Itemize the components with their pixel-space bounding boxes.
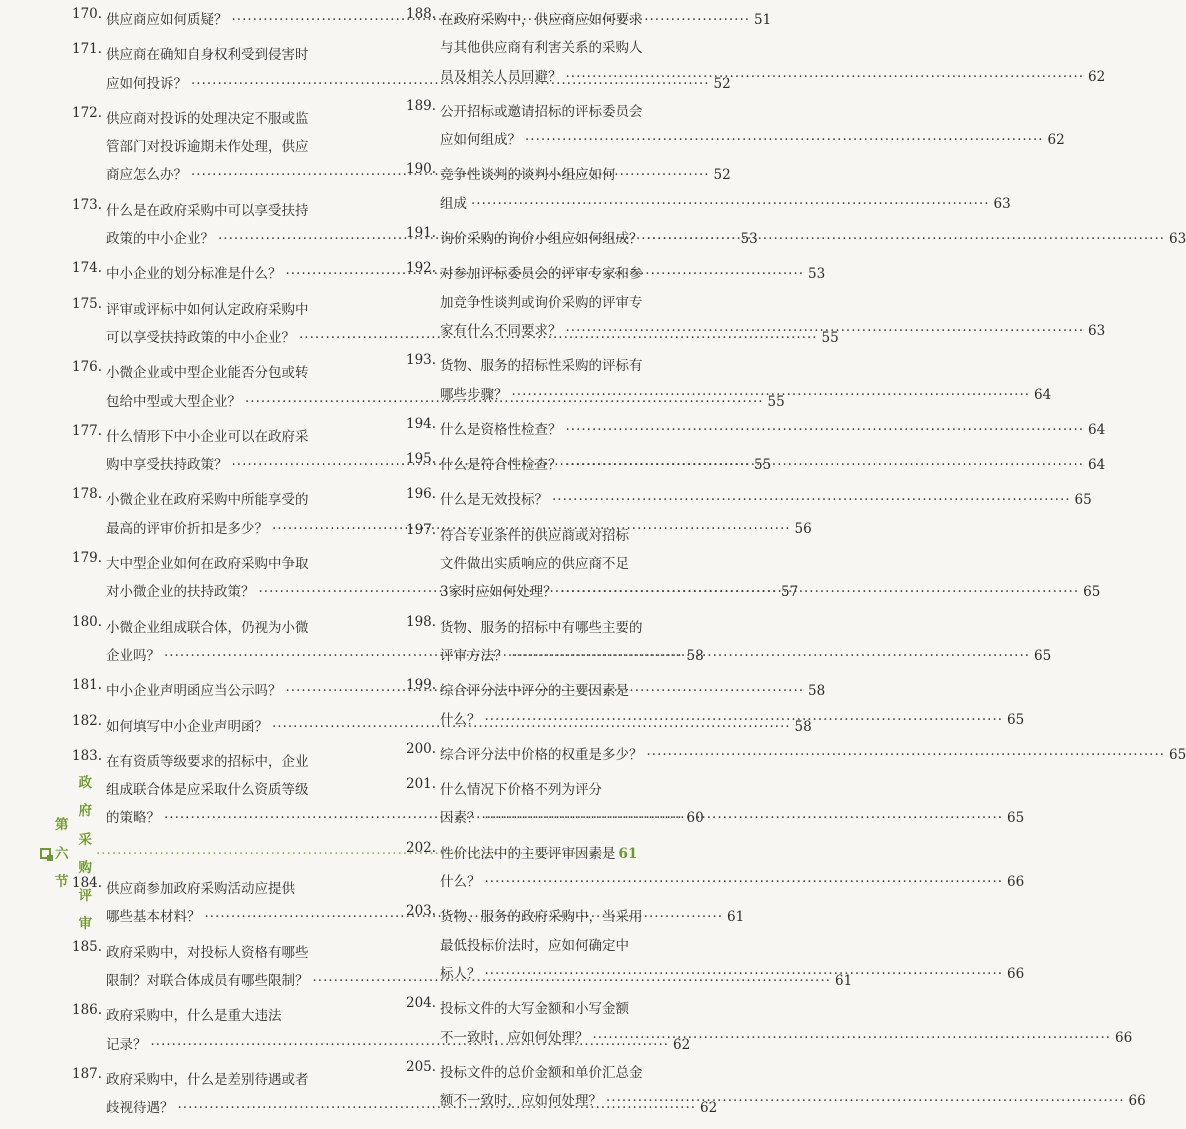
entry-line-text: 小微企业或中型企业能否分包或转 [106,365,309,382]
leader-dots [471,190,990,218]
entry-line-text: 最低投标价法时，应如何确定中 [440,937,629,954]
page-number: 53 [808,266,826,283]
entry-line-text: 组成 [440,195,467,212]
entry-number: 200. [406,740,437,757]
entry-line [440,995,1132,1023]
entry-line-text: 综合评分法中评分的主要因素是 [440,683,629,700]
entry-line [440,381,1051,409]
entry-number: 185. [72,938,103,955]
page-number: 65 [1007,810,1025,827]
entry-line [440,903,1024,931]
page-number: 51 [754,12,772,28]
leader-dots [566,416,1085,444]
leader-dots [593,1024,1112,1052]
entry-line [440,522,1100,550]
leader-dots [566,317,1085,345]
toc-entry [406,839,1025,897]
entry-line-text: 公开招标或邀请招标的评标委员会 [440,103,643,120]
entry-line-text: 购中享受扶持政策？ [106,457,228,474]
entry-line-text: 不一致时，应如何处理？ [440,1029,589,1046]
entry-line [440,932,1024,960]
entry-number: 176. [72,359,103,376]
entry-line-text: 政策的中小企业？ [106,231,214,248]
toc-entry [406,740,1186,769]
entry-text [440,161,1011,218]
entry-line [440,190,1011,218]
entry-line-text: 包给中型或大型企业？ [106,393,241,410]
entry-number: 179. [72,550,103,567]
entry-number: 171. [72,41,103,58]
entry-text [440,840,1024,897]
leader-dots [512,381,1031,409]
entry-line-text: 评审方法？ [440,647,508,664]
toc-entry [406,97,1065,155]
entry-number: 182. [72,712,103,729]
entry-line-text: 管部门对投诉逾期未作处理，供应 [106,139,309,156]
entry-line-text: 因素？ [440,810,481,827]
entry-line-text: 中小企业声明函应当公示吗？ [106,683,282,700]
entry-line-text: 3家时应如何处理？ [440,584,557,601]
entry-number: 197. [406,521,437,538]
entry-number: 195. [406,451,437,468]
entry-line [440,868,1024,896]
entry-number: 202. [406,839,437,856]
entry-line-text: 什么？ [440,874,481,891]
entry-text [440,486,1092,514]
entry-line [440,34,1105,62]
page-number: 58 [794,718,812,735]
entry-line [440,578,1100,606]
entry-text [440,98,1065,155]
entry-line-text: 家有什么不同要求？ [440,322,562,339]
page-number: 63 [993,195,1011,212]
entry-line-text: 供应商在确知自身权利受到侵害时 [106,47,309,64]
entry-line-text: 文件做出实质响应的供应商不足 [440,556,629,573]
page-number: 62 [673,1036,691,1053]
entry-line-text: 货物、服务的招标性采购的评标有 [440,358,643,375]
entry-line-text: 供应商参加政府采购活动应提供 [106,881,295,898]
entry-line [440,677,1024,705]
entry-line-text: 可以享受扶持政策的中小企业？ [106,329,295,346]
leader-dots [566,451,1085,479]
entry-line [440,550,1100,578]
entry-line [440,840,1024,868]
entry-text [440,225,1186,253]
entry-line [440,98,1065,126]
page-number: 65 [1034,647,1052,664]
entry-text [440,677,1024,734]
entry-number: 188. [406,6,437,22]
entry-number: 198. [406,613,437,630]
entry-line [440,161,1011,189]
entry-line-text: 小微企业组成联合体，仍视为小微 [106,619,309,636]
leader-dots [566,63,1085,91]
entry-line-text: 什么是在政府采购中可以享受扶持 [106,202,309,219]
leader-dots [485,706,1004,734]
entry-line [440,451,1105,479]
entry-text [440,416,1105,444]
entry-line-text: 供应商应如何质疑？ [106,12,228,28]
entry-line-text: 什么是资格性检查？ [440,421,562,438]
entry-number: 199. [406,677,437,694]
leader-dots [485,804,1004,832]
entry-line-text: 投标文件的大写金额和小写金额 [440,1001,629,1018]
entry-line [440,6,1105,34]
entry-line-text: 符合专业条件的供应商或对招标 [440,527,629,544]
entry-line-text: 加竞争性谈判或询价采购的评审专 [440,294,643,311]
entry-line [440,289,1105,317]
entry-line [440,706,1024,734]
entry-line-text: 额不一致时，应如何处理？ [440,1093,602,1110]
entry-number: 190. [406,161,437,178]
entry-line-text: 哪些步骤？ [440,386,508,403]
entry-line [440,741,1186,769]
entry-line-text: 如何填写中小企业声明函？ [106,718,268,735]
entry-line-text: 对参加评标委员会的评审专家和参 [440,266,643,283]
entry-line-text: 政府采购中，什么是差别待遇或者 [106,1071,309,1088]
section-title: 政府采购评审 [78,774,92,933]
entry-line [440,416,1105,444]
page-number: 64 [1088,421,1106,438]
entry-number: 172. [72,104,103,121]
leader-dots [647,225,1166,253]
entry-line [440,614,1051,642]
entry-line-text: 应如何投诉？ [106,75,187,92]
entry-line [440,352,1051,380]
page-number: 56 [794,520,812,537]
entry-number: 204. [406,995,437,1012]
entry-number: 173. [72,196,103,213]
page-number: 52 [713,167,731,184]
entry-line [440,317,1105,345]
leader-dots [525,126,1044,154]
entry-line-text: 政府采购中，对投标人资格有哪些 [106,944,309,961]
leader-dots [561,578,1080,606]
entry-number: 192. [406,260,437,277]
entry-line [440,776,1024,804]
entry-number: 183. [72,747,103,764]
entry-line-text: 与其他供应商有利害关系的采购人 [440,40,643,57]
entry-number: 177. [72,422,103,439]
entry-number: 205. [406,1058,437,1075]
section-number: 第六节 [55,817,69,891]
page-number: 66 [1007,874,1025,891]
entry-line-text: 大中型企业如何在政府采购中争取 [106,556,309,573]
page-number: 60 [686,810,704,827]
page-number: 66 [1115,1029,1133,1046]
page-number: 65 [1007,711,1025,728]
entry-text [440,995,1132,1052]
entry-number: 196. [406,486,437,503]
entry-line-text: 什么是符合性检查？ [440,457,562,474]
entry-line-text: 在政府采购中，供应商应如何要求 [440,12,643,28]
toc-entry [406,486,1092,514]
page-number: 57 [781,584,799,601]
entry-line-text: 的策略？ [106,810,160,827]
leader-dots [647,741,1166,769]
page-number: 64 [1088,457,1106,474]
entry-line-text: 商应怎么办？ [106,167,187,184]
page-number: 63 [1169,231,1186,248]
entry-line-text: 员及相关人员回避？ [440,68,562,85]
entry-line-text: 对小微企业的扶持政策？ [106,584,255,601]
page-number: 52 [713,75,731,92]
page-number: 55 [754,457,772,474]
entry-line-text: 在有资质等级要求的招标中，企业 [106,753,309,770]
toc-entry [406,415,1106,444]
entry-line-text: 性价比法中的主要评审因素是 [440,845,616,862]
entry-number: 175. [72,295,103,312]
entry-text [440,614,1051,671]
entry-line-text: 最高的评审价折扣是多少？ [106,520,268,537]
leader-dots [485,960,1004,988]
entry-line [440,126,1065,154]
page-number: 65 [1169,746,1186,763]
page-number: 53 [740,231,758,248]
entry-line-text: 综合评分法中价格的权重是多少？ [440,746,643,763]
entry-text [440,352,1051,409]
entry-text [440,741,1186,769]
page-number: 55 [767,393,785,410]
entry-line-text: 什么情况下价格不列为评分 [440,782,602,799]
entry-number: 189. [406,97,437,114]
entry-number: 180. [72,613,103,630]
entry-line-text: 投标文件的总价金额和单价汇总金 [440,1064,643,1081]
entry-number: 174. [72,260,103,277]
toc-entry [406,995,1133,1052]
entry-line [440,1059,1146,1087]
entry-text [440,776,1024,833]
entry-number: 194. [406,415,437,432]
entry-line-text: 小微企业在政府采购中所能享受的 [106,492,309,509]
page-number: 62 [1088,68,1106,85]
leader-dots [485,868,1004,896]
page-number: 55 [821,329,839,346]
entry-line-text: 应如何组成？ [440,132,521,149]
entry-line [440,642,1051,670]
entry-line-text: 记录？ [106,1036,147,1053]
entry-number: 178. [72,486,103,503]
page-number: 58 [808,683,826,700]
entry-number: 186. [72,1002,103,1019]
entry-text [440,522,1100,607]
entry-line-text: 什么是无效投标？ [440,492,548,509]
entry-number: 191. [406,225,437,242]
entry-line-text: 标人？ [440,965,481,982]
entry-text [440,1059,1146,1116]
entry-text [440,451,1105,479]
leader-dots [512,642,1031,670]
entry-line-text: 什么情形下中小企业可以在政府采 [106,428,309,445]
entry-number: 187. [72,1065,103,1082]
entry-line [440,225,1186,253]
page-number: 65 [1074,492,1092,509]
leader-dots [606,1087,1125,1115]
entry-text [440,903,1024,988]
page-number: 61 [835,972,853,989]
page-number: 62 [700,1100,718,1117]
entry-line [440,486,1092,514]
entry-number: 184. [72,875,103,892]
leader-dots [552,486,1071,514]
entry-line-text: 竞争性谈判的谈判小组应如何 [440,167,616,184]
entry-line-text: 歧视待遇？ [106,1100,174,1117]
entry-line-text: 限制？对联合体成员有哪些限制？ [106,972,309,989]
entry-line [440,63,1105,91]
entry-line-text: 评审或评标中如何认定政府采购中 [106,301,309,318]
entry-number: 170. [72,6,103,22]
entry-line-text: 组成联合体是应采取什么资质等级 [106,782,309,799]
section-marker-icon [40,848,51,859]
entry-text [440,6,1105,91]
entry-line-text: 货物、服务的政府采购中，当采用 [440,909,643,926]
entry-number: 203. [406,903,437,920]
page-number: 61 [618,845,638,862]
entry-line-text: 中小企业的划分标准是什么？ [106,266,282,283]
entry-line-text: 询价采购的询价小组应如何组成？ [440,231,643,248]
page-number: 64 [1034,386,1052,403]
entry-line [440,960,1024,988]
page-number: 65 [1083,584,1101,601]
page-number: 66 [1007,965,1025,982]
entry-number: 193. [406,352,437,369]
entry-line-text: 货物、服务的招标中有哪些主要的 [440,619,643,636]
entry-line-text: 企业吗？ [106,647,160,664]
entry-line [440,804,1024,832]
page-number: 62 [1047,132,1065,149]
entry-line [440,260,1105,288]
page-number: 61 [727,909,745,926]
page-number: 58 [686,647,704,664]
entry-number: 181. [72,677,103,694]
entry-text [440,260,1105,345]
entry-line-text: 供应商对投诉的处理决定不服或监 [106,110,309,127]
entry-number: 201. [406,776,437,793]
entry-line [440,1087,1146,1115]
page-number: 66 [1128,1093,1146,1110]
page-number: 63 [1088,322,1106,339]
entry-line-text: 哪些基本材料？ [106,909,201,926]
entry-line-text: 政府采购中，什么是重大违法 [106,1008,282,1025]
entry-line [440,1024,1132,1052]
entry-line-text: 什么？ [440,711,481,728]
